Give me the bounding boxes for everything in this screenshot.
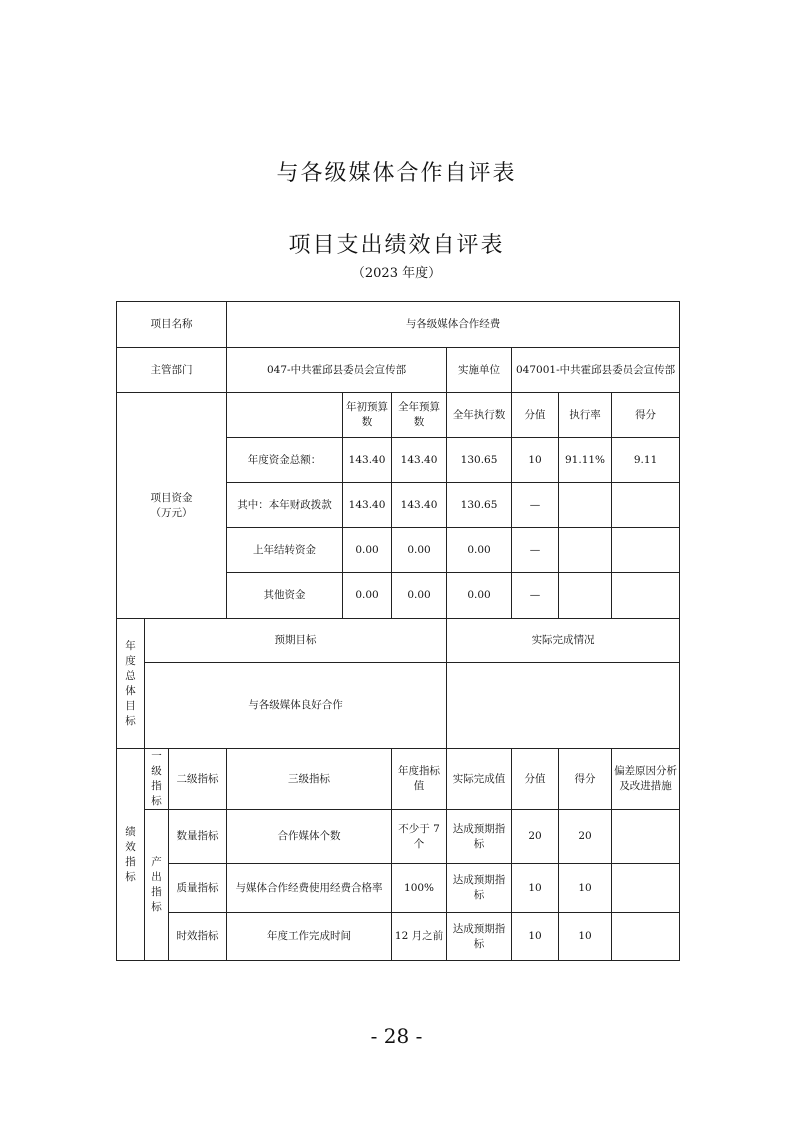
perf-label-char: 效 — [125, 840, 136, 853]
goals-label-char: 标 — [125, 714, 136, 727]
perf-header-row — [117, 749, 680, 810]
dept-value: 047-中共霍邱县委员会宣传部 — [227, 348, 447, 393]
actual-goal — [447, 663, 680, 749]
goals-label-char: 目 — [125, 699, 136, 712]
perf-label-char: 指 — [125, 855, 136, 868]
perf-row-level2: 数量指标 — [169, 810, 227, 864]
funds-row-score-value: — — [512, 483, 559, 528]
funds-header-score: 得分 — [612, 393, 680, 438]
perf-header-level3: 三级指标 — [227, 749, 392, 810]
goals-label-char: 年 — [125, 639, 136, 652]
perf-row-score: 10 — [559, 864, 612, 913]
funds-row-annual: 143.40 — [392, 438, 447, 483]
table-title: 项目支出绩效自评表 — [288, 233, 505, 258]
perf-row-score: 20 — [559, 810, 612, 864]
perf-header-reason: 偏差原因分析及改进措施 — [612, 749, 680, 810]
document-title: 与各级媒体合作自评表 — [276, 161, 517, 186]
funds-label — [117, 393, 227, 619]
funds-row-label: 年度资金总额： — [227, 438, 343, 483]
funds-row-initial: 143.40 — [343, 483, 392, 528]
perf-row-score: 10 — [559, 913, 612, 961]
perf-row-actual: 达成预期指标 — [447, 913, 512, 961]
project-name-value: 与各级媒体合作经费 — [227, 302, 680, 348]
funds-header-blank — [227, 393, 343, 438]
year-note: （2023 年度） — [351, 266, 442, 281]
perf-header-level1-char: 级 — [151, 765, 162, 777]
funds-header-executed: 全年执行数 — [447, 393, 512, 438]
perf-row-target: 100% — [392, 864, 447, 913]
funds-row-initial: 0.00 — [343, 573, 392, 619]
perf-label-char: 绩 — [125, 825, 136, 838]
goals-label — [117, 619, 145, 749]
goals-row — [117, 663, 680, 749]
perf-level1-char: 出 — [151, 871, 162, 883]
perf-row — [117, 864, 680, 913]
funds-row-executed: 0.00 — [447, 528, 512, 573]
funds-label-line2: （万元） — [150, 506, 193, 519]
expected-goal-label: 预期目标 — [145, 619, 447, 663]
perf-header-target: 年度指标值 — [392, 749, 447, 810]
perf-row-level3: 年度工作完成时间 — [227, 913, 392, 961]
funds-header-score-value: 分值 — [512, 393, 559, 438]
goals-label-char: 总 — [125, 669, 136, 682]
perf-level1-char: 指 — [151, 886, 162, 898]
perf-header-score: 得分 — [559, 749, 612, 810]
self-evaluation-table — [116, 301, 680, 961]
funds-row-rate — [559, 483, 612, 528]
unit-value: 047001-中共霍邱县委员会宣传部 — [512, 348, 680, 393]
funds-row-annual: 0.00 — [392, 573, 447, 619]
funds-header-annual: 全年预算数 — [392, 393, 447, 438]
perf-row-score-value: 10 — [512, 913, 559, 961]
funds-row-score-value: 10 — [512, 438, 559, 483]
perf-header-level1-char: 一 — [151, 750, 162, 762]
perf-label — [117, 749, 145, 961]
dept-label: 主管部门 — [117, 348, 227, 393]
goals-header-row — [117, 619, 680, 663]
project-name-label: 项目名称 — [117, 302, 227, 348]
perf-row-level3: 与媒体合作经费使用经费合格率 — [227, 864, 392, 913]
perf-row-level2: 时效指标 — [169, 913, 227, 961]
perf-row-level2: 质量指标 — [169, 864, 227, 913]
funds-row-executed: 130.65 — [447, 483, 512, 528]
funds-row-executed: 0.00 — [447, 573, 512, 619]
perf-level1 — [145, 810, 169, 961]
perf-row-reason — [612, 810, 680, 864]
funds-row-label: 其他资金 — [227, 573, 343, 619]
goals-label-char: 度 — [125, 654, 136, 667]
actual-goal-label: 实际完成情况 — [447, 619, 680, 663]
perf-row-actual: 达成预期指标 — [447, 864, 512, 913]
funds-row-label: 上年结转资金 — [227, 528, 343, 573]
project-name-row — [117, 302, 680, 348]
perf-header-score-value: 分值 — [512, 749, 559, 810]
goals-label-char: 体 — [125, 684, 136, 697]
funds-row-rate — [559, 528, 612, 573]
perf-row-reason — [612, 864, 680, 913]
perf-level1-char: 产 — [151, 856, 162, 868]
perf-header-actual: 实际完成值 — [447, 749, 512, 810]
funds-row-annual: 143.40 — [392, 483, 447, 528]
funds-row-annual: 0.00 — [392, 528, 447, 573]
funds-row-initial: 143.40 — [343, 438, 392, 483]
funds-row-score-value: — — [512, 528, 559, 573]
perf-row-level3: 合作媒体个数 — [227, 810, 392, 864]
funds-row-rate: 91.11% — [559, 438, 612, 483]
funds-row-score — [612, 573, 680, 619]
perf-header-level2: 二级指标 — [169, 749, 227, 810]
perf-header-level1-char: 标 — [151, 795, 162, 807]
perf-header-level1 — [145, 749, 169, 810]
perf-row-target: 12 月之前 — [392, 913, 447, 961]
perf-row — [117, 913, 680, 961]
perf-level1-char: 标 — [151, 901, 162, 913]
funds-row-label: 其中：本年财政拨款 — [227, 483, 343, 528]
funds-row-rate — [559, 573, 612, 619]
funds-row-executed: 130.65 — [447, 438, 512, 483]
funds-header-initial: 年初预算数 — [343, 393, 392, 438]
funds-row-score: 9.11 — [612, 438, 680, 483]
department-row — [117, 348, 680, 393]
perf-row-target: 不少于 7 个 — [392, 810, 447, 864]
unit-label: 实施单位 — [447, 348, 512, 393]
funds-label-line1: 项目资金 — [150, 491, 193, 504]
page-number: - 28 - — [370, 1024, 423, 1048]
funds-row-initial: 0.00 — [343, 528, 392, 573]
perf-row-reason — [612, 913, 680, 961]
perf-row-score-value: 10 — [512, 864, 559, 913]
funds-header-row — [117, 393, 680, 438]
expected-goal: 与各级媒体良好合作 — [145, 663, 447, 749]
perf-label-char: 标 — [125, 870, 136, 883]
funds-row-score-value: — — [512, 573, 559, 619]
perf-row-actual: 达成预期指标 — [447, 810, 512, 864]
funds-header-rate: 执行率 — [559, 393, 612, 438]
perf-row — [117, 810, 680, 864]
perf-header-level1-char: 指 — [151, 780, 162, 792]
funds-row-score — [612, 483, 680, 528]
perf-row-score-value: 20 — [512, 810, 559, 864]
funds-row-score — [612, 528, 680, 573]
